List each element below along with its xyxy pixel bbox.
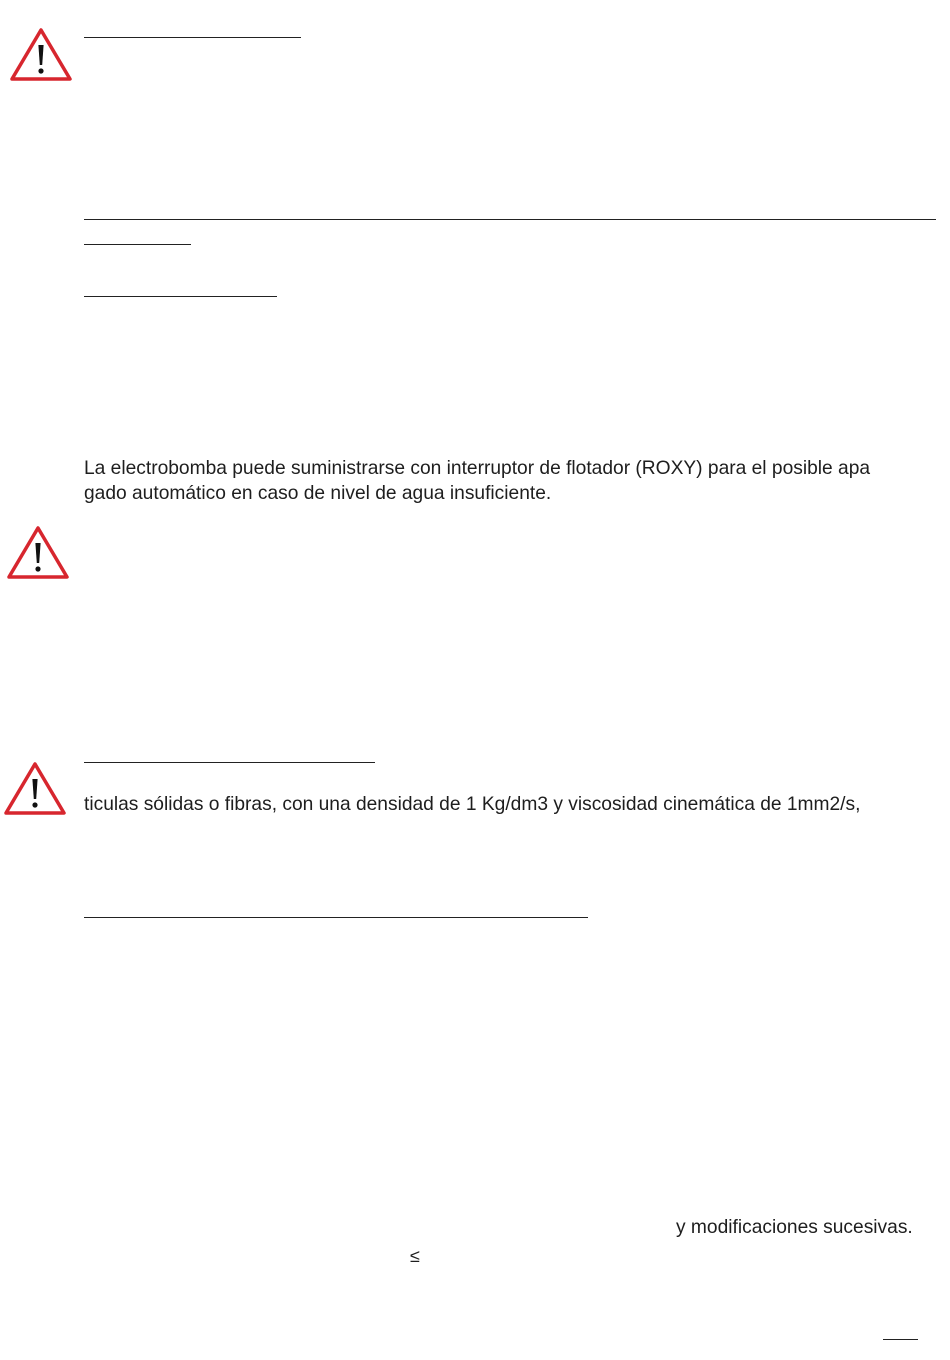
section-heading-underline (84, 219, 936, 220)
section-heading-underline (84, 917, 588, 918)
warning-triangle-icon (3, 761, 67, 817)
section-heading-underline (84, 296, 277, 297)
float-switch-text-line-1: La electrobomba puede suministrarse con interruptor de flotador (ROXY) para el posible apa (84, 458, 871, 479)
norms-text-line: y modificaciones sucesivas. (676, 1217, 913, 1238)
warning-triangle-icon (9, 27, 73, 83)
section-heading-underline (84, 37, 301, 38)
section-heading-underline (84, 762, 375, 763)
less-or-equal-symbol: ≤ (410, 1246, 420, 1266)
liquids-text-line: ticulas sólidas o fibras, con una densidad de 1 Kg/dm3 y viscosidad cinemática de 1mm2/s, (84, 794, 861, 815)
warning-triangle-icon (6, 525, 70, 581)
page-number-underline (883, 1339, 918, 1340)
float-switch-text-line-2: gado automático en caso de nivel de agua insuficiente. (84, 483, 552, 504)
section-heading-underline (84, 244, 191, 245)
